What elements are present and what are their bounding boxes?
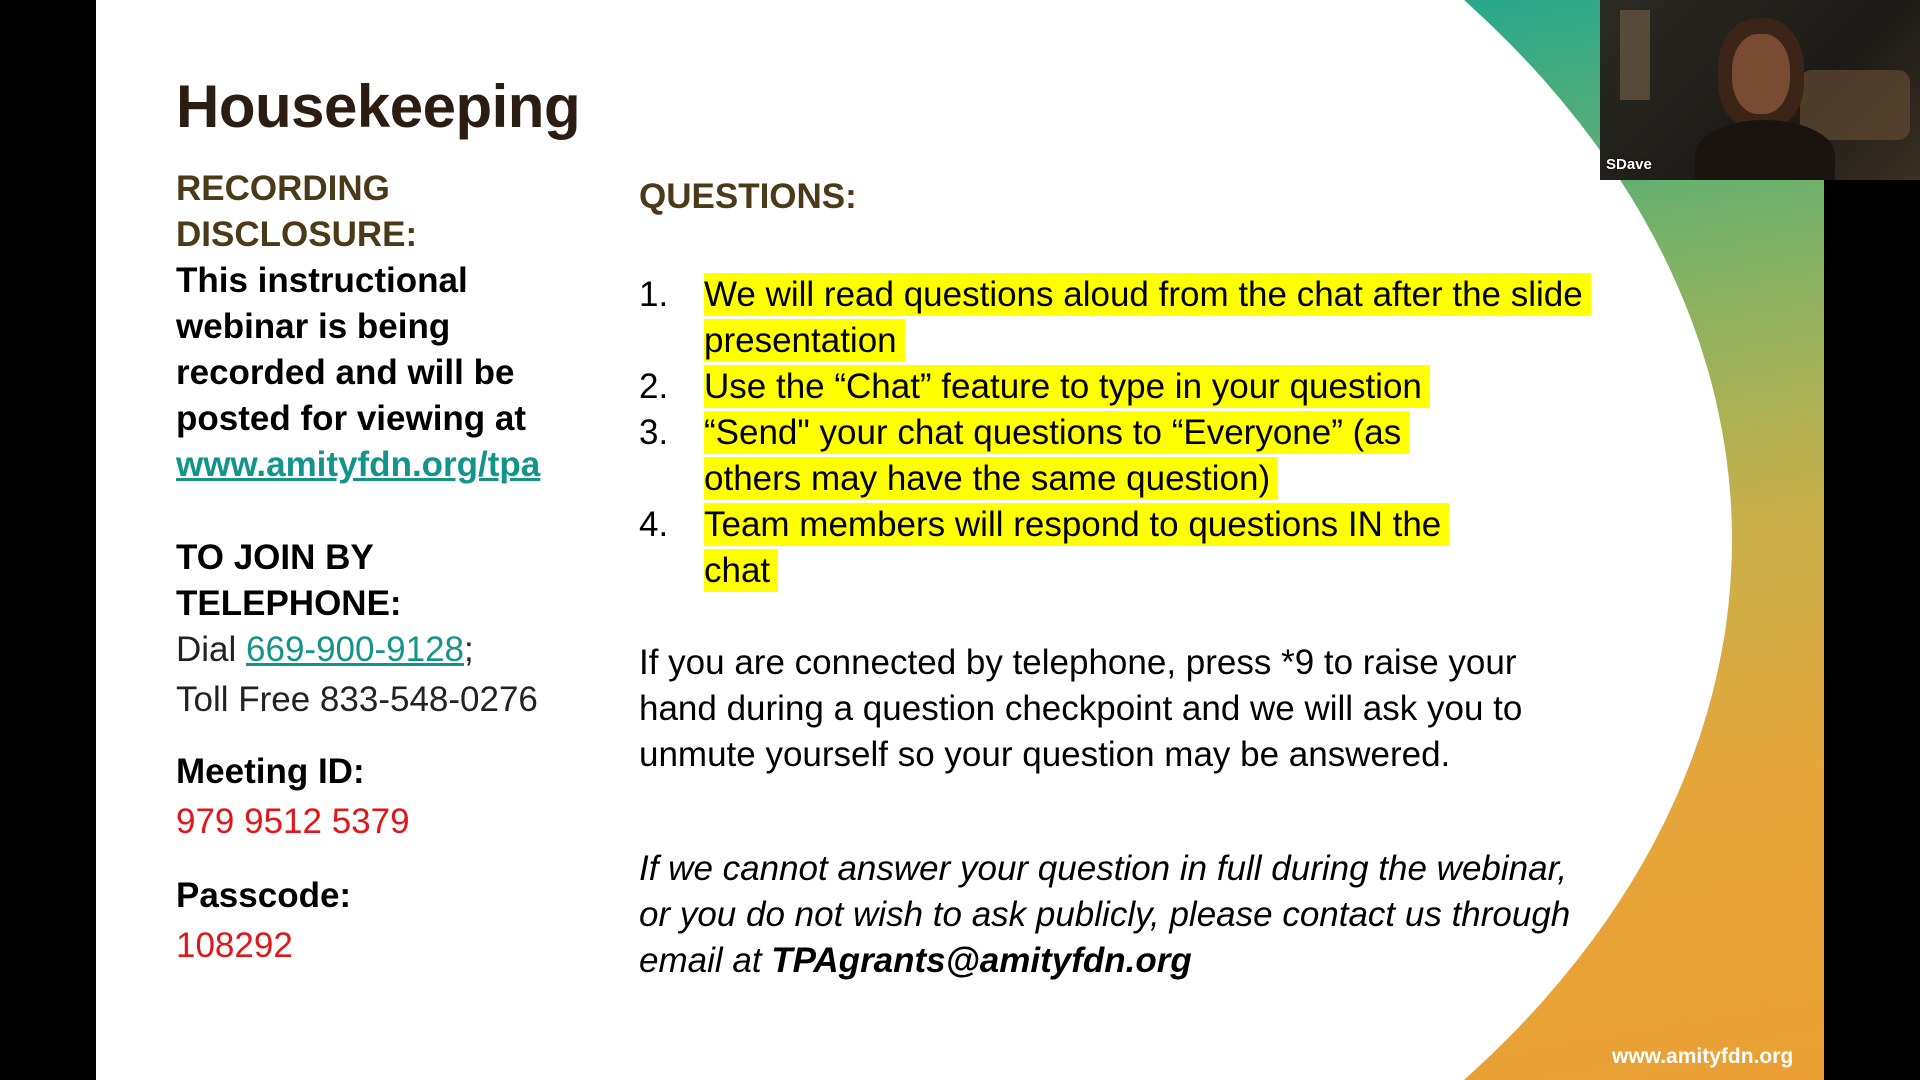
list-item-text: Team members will respond to questions IN the chat [704,503,1449,592]
meeting-id-label: Meeting ID: [176,752,365,791]
recording-disclosure [176,166,646,488]
list-item-number: 1. [639,275,669,314]
questions-heading: QUESTIONS: [639,177,857,216]
list-item [639,502,1679,594]
questions-list [639,272,1679,594]
list-item [639,272,1679,364]
participant-face [1732,34,1790,114]
background-lamp [1620,10,1650,100]
recording-heading-line2: DISCLOSURE: [176,215,418,254]
background-chair [1800,70,1910,140]
telephone-info [176,535,646,723]
list-item [639,410,1679,502]
recording-body-line: webinar is being [176,307,451,346]
dial-number-link[interactable]: 669-900-9128 [246,630,464,669]
contact-email: TPAgrants@amityfdn.org [771,941,1192,980]
footer-url: www.amityfdn.org [1612,1045,1794,1068]
list-item-number: 3. [639,413,669,452]
telephone-raise-hand-note: If you are connected by telephone, press *9 to raise your hand during a question checkpoint and we will ask you to unmute yourself so your question may be answered. [639,643,1523,774]
passcode-label: Passcode: [176,876,352,915]
passcode-value: 108292 [176,926,293,965]
meeting-id-value: 979 9512 5379 [176,802,410,841]
recording-body-line: This instructional [176,261,468,300]
participant-name: SDave [1606,156,1652,173]
email-contact-note [639,846,1589,984]
list-item [639,364,1679,410]
meeting-id-info [176,749,646,845]
list-item-number: 4. [639,505,669,544]
dial-line [176,627,646,673]
slide-title: Housekeeping [176,73,581,140]
toll-free: Toll Free 833-548-0276 [176,680,538,719]
recording-body-line: recorded and will be [176,353,515,392]
recording-body [176,258,646,488]
recording-body-line: posted for viewing at [176,399,527,438]
list-item-text: “Send" your chat questions to “Everyone” (as others may have the same question) [704,411,1409,500]
passcode-info [176,873,646,969]
recording-link[interactable]: www.amityfdn.org/tpa [176,445,541,484]
email-note-text: If we cannot answer your question in full during the webinar, or you do not wish to ask publicly, please contact us through email at [639,849,1571,980]
telephone-heading-line1: TO JOIN BY [176,538,374,577]
dial-suffix: ; [464,630,474,669]
participant-video-tile[interactable] [1600,0,1920,180]
telephone-heading-line2: TELEPHONE: [176,584,402,623]
dial-prefix: Dial [176,630,247,669]
recording-heading-line1: RECORDING [176,169,390,208]
presentation-slide [96,0,1824,1080]
list-item-number: 2. [639,367,669,406]
list-item-text: Use the “Chat” feature to type in your question [704,365,1430,408]
list-item-text: We will read questions aloud from the chat after the slide presentation [704,273,1591,362]
